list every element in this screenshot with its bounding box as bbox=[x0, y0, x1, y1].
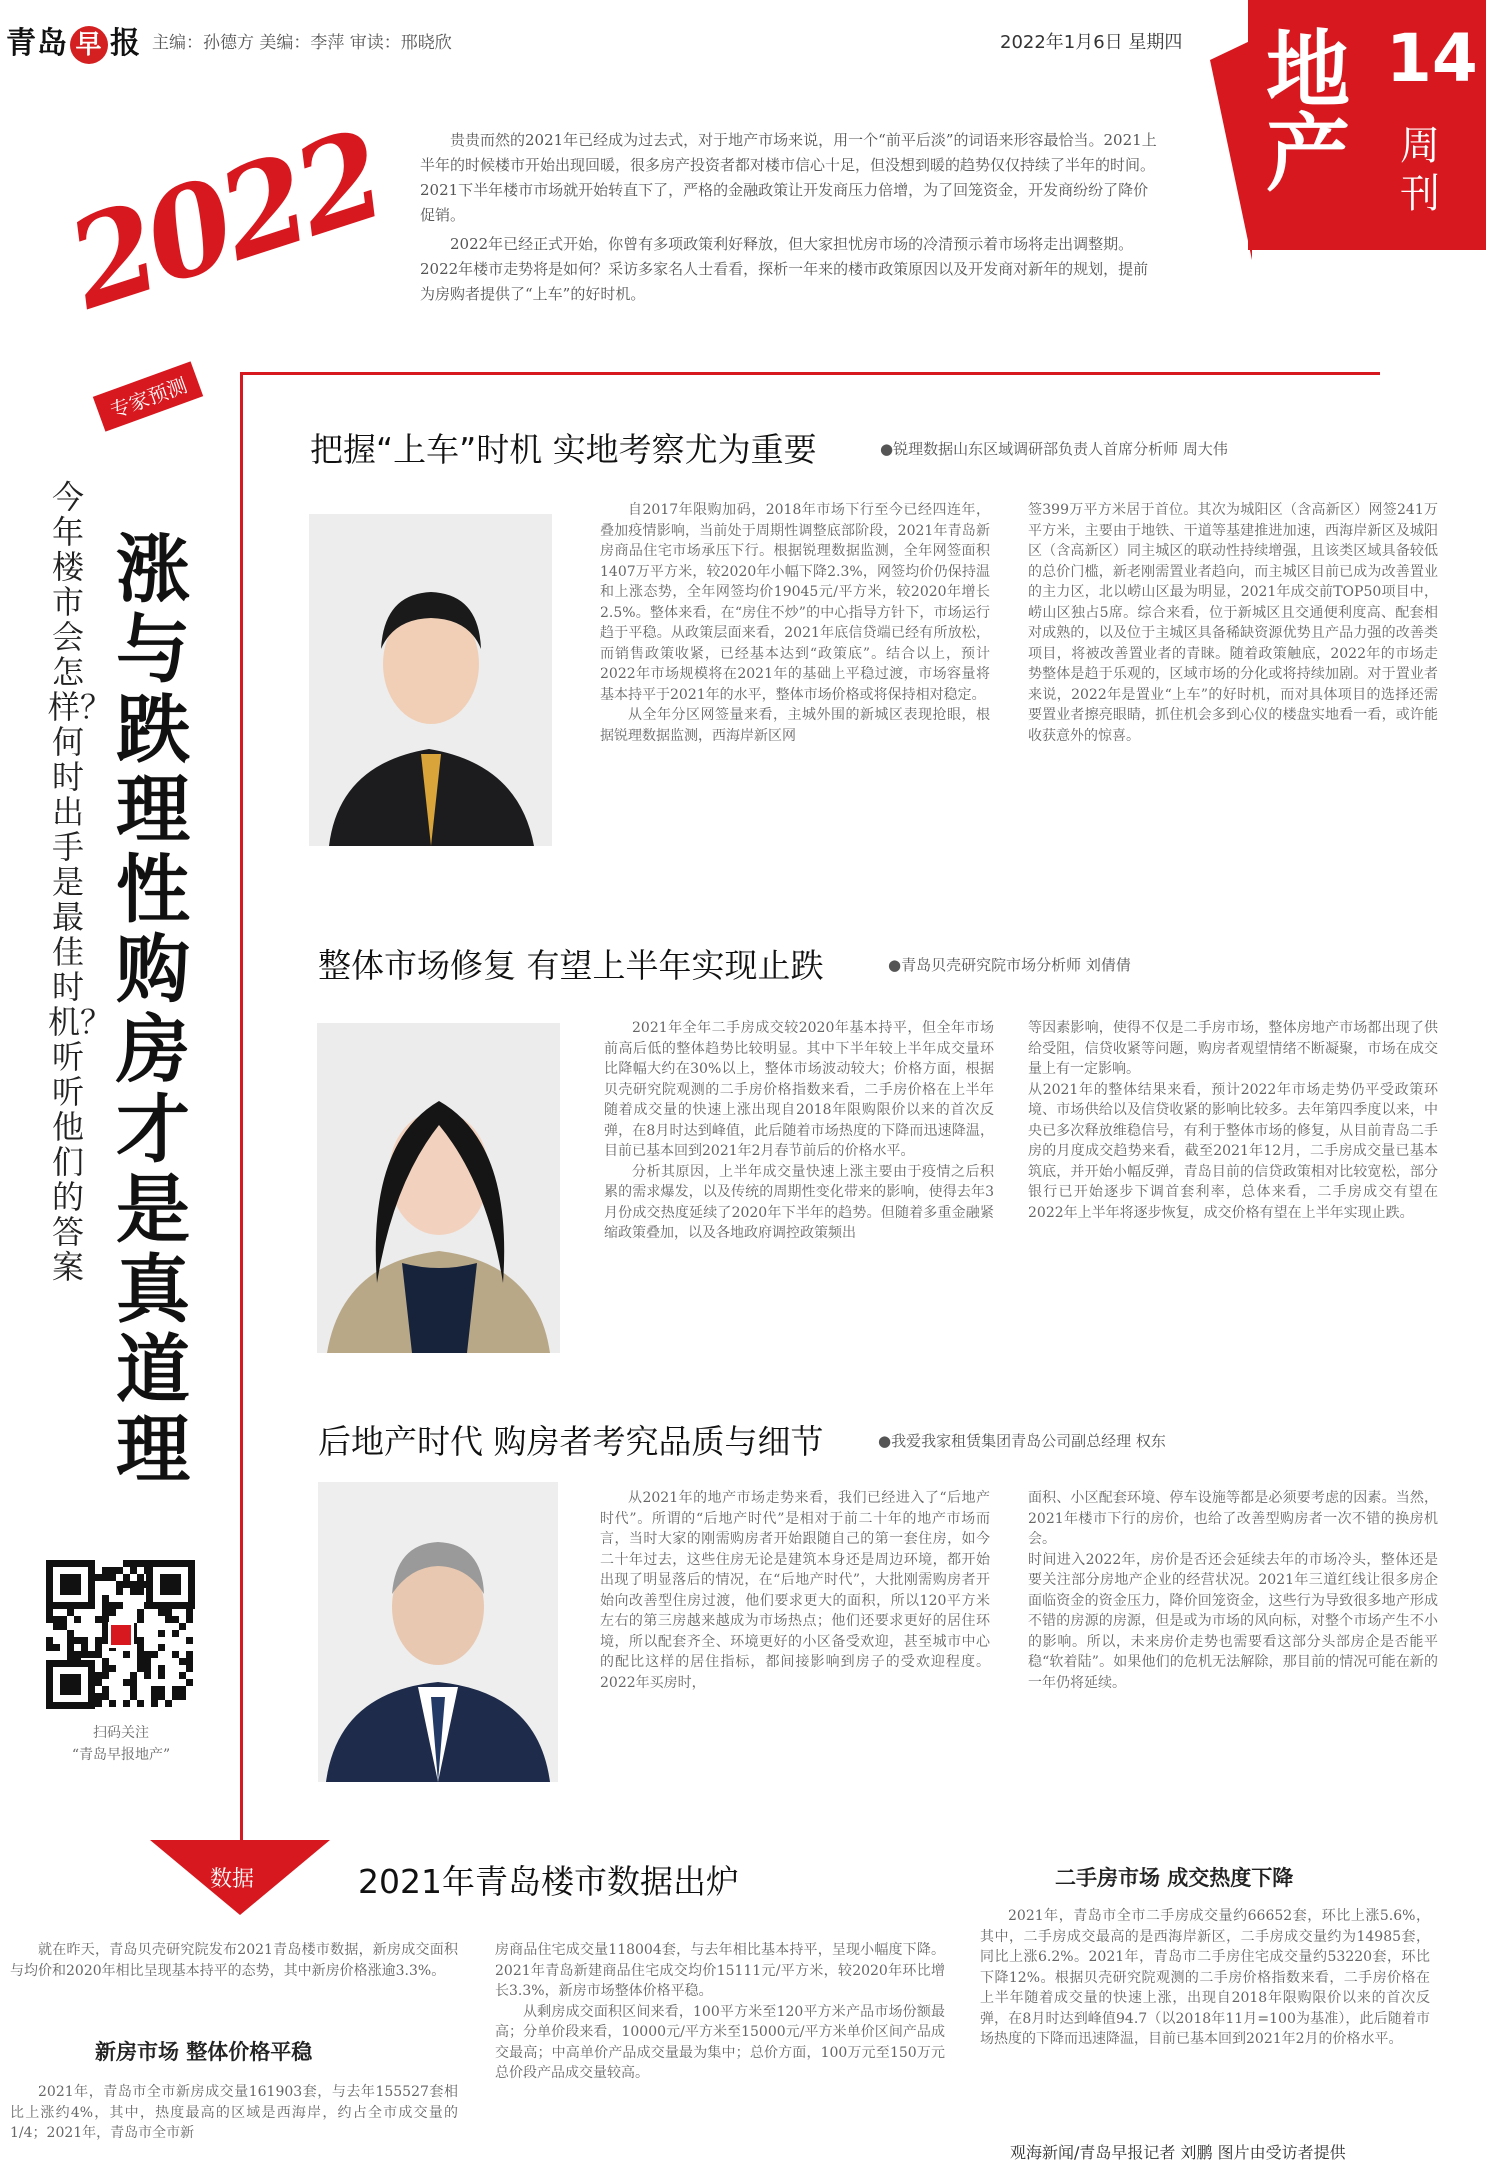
portrait-photo bbox=[318, 1482, 558, 1782]
article-byline: ●锐理数据山东区域调研部负责人首席分析师 周大伟 bbox=[880, 440, 1228, 458]
article-column bbox=[604, 1018, 994, 1244]
article-paragraph: 从2021年的整体结果来看，预计2022年市场走势仍平受政策环境、市场供给以及信贷收紧的影响比较多。去年第四季度以来，中央已多次释放维稳信号，有利于整体市场的修复，从目前青岛二手房的月度成交趋势来看，截至2021年12月，二手房成交量已基本筑底，并开始小幅反弹，青岛目前的信贷政策相对比较宽松，部分银行已开始逐步下调首套利率，总体来看，二手房成交有望在2022年上半年将逐步恢复，成交价格有望在上半年实现止跌。 bbox=[1028, 1081, 1438, 1221]
article-column bbox=[1028, 1488, 1438, 1693]
article-paragraph: 从2021年的地产市场走势来看，我们已经进入了“后地产时代”。所谓的“后地产时代”是相对于前二十年的地产市场而言，当时大家的刚需购房者开始跟随自己的第一套住房，如今二十年过去，这些住房无论是建筑本身还是周边环境，都开始出现了明显落后的情况，在“后地产时代”，大批刚需购房者开始向改善型住房过渡，他们要求更大的面积，所以120平方米左右的第三房越来越成为市场热点；他们还要求更好的居住环境，所以配套齐全、环境更好的小区备受欢迎，甚至城市中心的配比这样的居住指标，都间接影响到房子的受欢迎程度。2022年买房时， bbox=[600, 1490, 990, 1691]
qr-caption-line: 扫码关注 bbox=[93, 1725, 149, 1741]
section-subtitle: 周刊 bbox=[1400, 123, 1440, 217]
article-paragraph: 等因素影响，使得不仅是二手房市场，整体房地产市场都出现了供给受阻，信贷收紧等问题，购房者观望情绪不断凝聚，市场在成交量上有一定影响。 bbox=[1028, 1020, 1438, 1077]
portrait-photo bbox=[309, 514, 552, 846]
qr-caption bbox=[40, 1722, 202, 1766]
subsection-title: 二手房市场 成交热度下降 bbox=[1055, 1866, 1294, 1890]
article-paragraph: 房商品住宅成交量118004套，与去年相比基本持平，呈现小幅度下降。2021年青岛新建商品住宅成交均价15111元/平方米，较2020年环比增长3.3%，新房市场整体价格平稳。 bbox=[495, 1942, 945, 1999]
subsection-text: 2021年，青岛市全市新房成交量161903套，与去年155527套相比上涨约4%，其中，热度最高的区域是西海岸，约占全市成交量的1/4；2021年，青岛市全市新 bbox=[10, 2084, 458, 2141]
section-flag-tab bbox=[1210, 40, 1252, 260]
footer-credit: 观海新闻/青岛早报记者 刘鹏 图片由受访者提供 bbox=[1010, 2143, 1346, 2162]
article-paragraph: 从全年分区网签量来看，主城外围的新城区表现抢眼，根据锐理数据监测，西海岸新区网 bbox=[600, 707, 990, 744]
intro-text bbox=[420, 128, 1160, 311]
article-paragraph: 时间进入2022年，房价是否还会延续去年的市场冷头，整体还是要关注部分房地产企业的经营状况。2021年三道红线让很多房企面临资金的资金压力，降价回笼资金，这些行为导致很多地产形成不错的房源的房源，但是或为市场的风向标，对整个市场产生不小的影响。所以，未来房价走势也需要看这部分头部房企是否能平稳“软着陆”。如果他们的危机无法解除，那目前的情况可能在新的一年仍将延续。 bbox=[1028, 1551, 1438, 1691]
section-box bbox=[1248, 0, 1486, 250]
publication-date: 2022年1月6日 星期四 bbox=[1000, 32, 1183, 53]
article-title: 后地产时代 购房者考究品质与细节 bbox=[318, 1422, 824, 1461]
article-column bbox=[1028, 1018, 1438, 1223]
article-paragraph: 签399万平方米居于首位。其次为城阳区（含高新区）网签241万平方米，主要由于地铁、干道等基建推进加速，西海岸新区及城阳区（含高新区）同主城区的联动性持续增强，且该类区域具备较低的总价门槛，新老刚需置业者趋向，而主城区目前已成为改善置业的主力区，北以崂山区最为明显，2021年成交前TOP50项目中，崂山区独占5席。综合来看，位于新城区且交通便利度高、配套相对成熟的，以及位于主城区具备稀缺资源优势且产品力强的改善类项目，将被改善置业者的青睐。随着政策触底，2022年的市场走势整体是趋于乐观的，区域市场的分化或将持续加剧。对于置业者来说，2022年是置业“上车”的好时机，而对具体项目的选择还需要置业者擦亮眼睛，抓住机会多到心仪的楼盘实地看一看，或许能收获意外的惊喜。 bbox=[1028, 502, 1438, 744]
data-section-label: 数据 bbox=[210, 1867, 255, 1892]
newspaper-logo bbox=[6, 18, 141, 64]
qr-code[interactable] bbox=[46, 1560, 196, 1710]
article-title: 把握“上车”时机 实地考察尤为重要 bbox=[310, 430, 817, 469]
logo-right: 报 bbox=[110, 26, 141, 61]
article-column bbox=[600, 1488, 990, 1693]
qr-code-graphic bbox=[46, 1560, 196, 1710]
forecast-badge: 专家预测 bbox=[93, 361, 203, 431]
headline-question: 今年楼市会怎样？何时出手是最佳时机？听听他们的答案 bbox=[48, 478, 113, 1286]
qr-caption-line: “青岛早报地产” bbox=[71, 1747, 171, 1763]
main-headline: 涨与跌 理性购房才是真道理 bbox=[116, 527, 190, 1493]
page-number: 14 bbox=[1386, 20, 1478, 97]
data-middle-column bbox=[495, 1940, 945, 2084]
logo-left: 青岛 bbox=[6, 26, 68, 61]
subsection-title: 新房市场 整体价格平稳 bbox=[95, 2040, 313, 2064]
red-divider-horizontal bbox=[240, 372, 1380, 375]
intro-paragraph: 贵贵而然的2021年已经成为过去式，对于地产市场来说，用一个“前平后淡”的词语来形容最恰当。2021上半年的时候楼市开始出现回暖，很多房产投资者都对楼市信心十足，但没想到暖的趋势仅仅持续了半年的时间。2021下半年楼市市场就开始转直下了，严格的金融政策让开发商压力倍增，为了回笼资金，开发商纷纷了降价促销。 bbox=[420, 131, 1157, 224]
subsection-text: 2021年，青岛市全市二手房成交量约66652套，环比上涨5.6%，其中，二手房成交最高的是西海岸新区，二手房成交量约为14985套，同比上涨6.2%。2021年，青岛市二手房住宅成交量约53220套，环比下降12%。根据贝壳研究院观测的二手房价格指数来看，二手房价格在上半年随着成交量的快速上涨，出现自2018年限购限价以来的首次反弹，在8月时达到峰值94.7（以2018年11月=100为基准），此后随着市场热度的下降而迅速降温，目前已基本回到2021年2月的价格水平。 bbox=[980, 1908, 1430, 2047]
article-byline: ●我爱我家租赁集团青岛公司副总经理 权东 bbox=[878, 1432, 1166, 1450]
year-banner: 2022 bbox=[52, 102, 397, 337]
article-byline: ●青岛贝壳研究院市场分析师 刘倩倩 bbox=[888, 956, 1131, 974]
article-paragraph: 自2017年限购加码，2018年市场下行至今已经四连年，叠加疫情影响，当前处于周期性调整底部阶段，2021年青岛新房商品住宅市场承压下行。根据锐理数据监测，全年网签面积1407万平方米，较2020年小幅下降2.3%，网签均价仍保持温和上涨态势，全年网签均价19045元/平方米，较2020年增长2.5%。整体来看，在“房住不炒”的中心指导方针下，市场运行趋于平稳。从政策层面来看，2021年底信贷端已经有所放松，而销售政策收紧，已经基本达到“政策底”。结合以上，预计2022年市场规模将在2021年的基础上平稳过渡，市场容量将基本持平于2021年的水平，整体市场价格或将保持相对稳定。 bbox=[600, 502, 990, 703]
section-title: 地产 bbox=[1266, 21, 1351, 203]
article-column bbox=[1028, 500, 1438, 746]
data-section-title: 2021年青岛楼市数据出炉 bbox=[358, 1862, 739, 1901]
article-paragraph: 2021年全年二手房成交较2020年基本持平，但全年市场前高后低的整体趋势比较明显。其中下半年较上半年成交量环比降幅大约在30%以上，整体市场波动较大；价格方面，根据贝壳研究院观测的二手房价格指数来看，二手房价格在上半年随着成交量的快速上涨出现自2018年限购限价以来的首次反弹，在8月时达到峰值，此后随着市场热度的下降而迅速降温，目前已基本回到2021年2月春节前后的价格水平。 bbox=[604, 1020, 994, 1159]
article-paragraph: 从剩房成交面积区间来看，100平方米至120平方米产品市场份额最高；分单价段来看，10000元/平方米至15000元/平方米单价区间产品成交最高；中高单价产品成交量最为集中；总价方面，100万元至150万元总价段产品成交量较高。 bbox=[495, 2003, 945, 2081]
red-divider-vertical bbox=[240, 372, 243, 1882]
data-intro: 就在昨天，青岛贝壳研究院发布2021青岛楼市数据，新房成交面积与均价和2020年相比呈现基本持平的态势，其中新房价格涨逾3.3%。 bbox=[10, 1942, 458, 1979]
article-paragraph: 面积、小区配套环境、停车设施等都是必须要考虑的因素。当然，2021年楼市下行的房价，也给了改善型购房者一次不错的换房机会。 bbox=[1028, 1490, 1438, 1547]
editor-credits: 主编：孙德方 美编：李萍 审读：邢晓欣 bbox=[152, 33, 452, 53]
article-title: 整体市场修复 有望上半年实现止跌 bbox=[318, 946, 824, 985]
intro-paragraph: 2022年已经正式开始，你曾有多项政策利好释放，但大家担忧房市场的冷清预示着市场将走出调整期。2022年楼市走势将是如何？采访多家名人士看看，探析一年来的楼市政策原因以及开发商对新年的规划，提前为房购者提供了“上车”的好时机。 bbox=[420, 235, 1149, 303]
portrait-photo bbox=[317, 1023, 560, 1353]
logo-mid: 早 bbox=[70, 26, 108, 64]
article-paragraph: 分析其原因，上半年成交量快速上涨主要由于疫情之后积累的需求爆发，以及传统的周期性变化带来的影响，使得去年3月份成交热度延续了2020年下半年的趋势。但随着多重金融紧缩政策叠加，以及各地政府调控政策频出 bbox=[604, 1163, 994, 1241]
article-column bbox=[600, 500, 990, 746]
